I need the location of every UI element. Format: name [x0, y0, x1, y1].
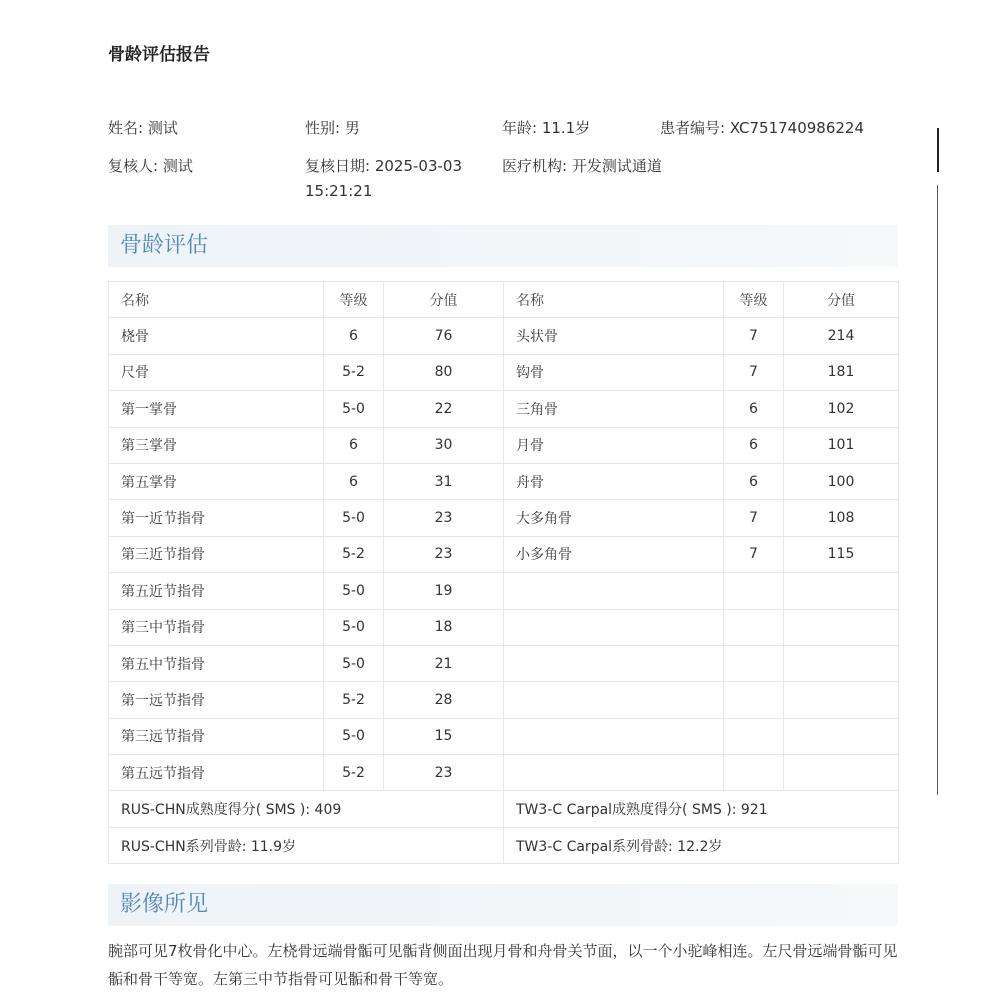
- table-row: [109, 500, 899, 536]
- table-header-row: [109, 282, 899, 318]
- reviewer: 复核人: 测试: [108, 157, 193, 175]
- table-cell: [724, 682, 784, 718]
- table-cell: [504, 755, 724, 791]
- report-title: 骨龄评估报告: [108, 45, 210, 65]
- table-cell: 21: [384, 645, 504, 681]
- review-date: 复核日期: 2025-03-03: [305, 157, 462, 175]
- table-cell: 31: [384, 463, 504, 499]
- summary-row: [109, 827, 899, 863]
- table-cell: 19: [384, 573, 504, 609]
- patient-gender: 性别: 男: [305, 119, 360, 137]
- table-cell: 30: [384, 427, 504, 463]
- table-cell: 大多角骨: [504, 500, 724, 536]
- table-cell: 第五掌骨: [109, 463, 324, 499]
- review-time: 15:21:21: [305, 182, 373, 200]
- table-cell: 22: [384, 391, 504, 427]
- table-cell: 舟骨: [504, 463, 724, 499]
- table-cell: [724, 645, 784, 681]
- table-header-cell: 名称: [109, 282, 324, 318]
- table-cell: 第三中节指骨: [109, 609, 324, 645]
- table-cell: 102: [784, 391, 899, 427]
- bone-table-body: [109, 282, 899, 864]
- table-cell: 6: [724, 463, 784, 499]
- table-cell: 钩骨: [504, 354, 724, 390]
- table-cell: 108: [784, 500, 899, 536]
- table-cell: 尺骨: [109, 354, 324, 390]
- findings-text: 腕部可见7枚骨化中心。左桡骨远端骨骺可见骺背侧面出现月骨和舟骨关节面，以一个小驼峰相连。左尺骨远端骨骺可见骺和骨干等宽。左第三中节指骨可见骺和骨干等宽。: [108, 942, 898, 988]
- table-cell: [724, 609, 784, 645]
- table-header-cell: 分值: [784, 282, 899, 318]
- patient-name: 姓名: 测试: [108, 119, 178, 137]
- table-cell: 第五近节指骨: [109, 573, 324, 609]
- scrollbar-thumb[interactable]: [937, 185, 938, 795]
- table-row: [109, 318, 899, 354]
- table-row: [109, 427, 899, 463]
- table-cell: [504, 718, 724, 754]
- table-cell: 第一远节指骨: [109, 682, 324, 718]
- table-cell: [504, 682, 724, 718]
- table-cell: 第五远节指骨: [109, 755, 324, 791]
- summary-cell: TW3-C Carpal系列骨龄: 12.2岁: [504, 827, 899, 863]
- section-header-bone-age: 骨龄评估: [108, 225, 898, 267]
- table-cell: 76: [384, 318, 504, 354]
- table-cell: 5-2: [324, 682, 384, 718]
- table-cell: [724, 755, 784, 791]
- table-cell: 第三远节指骨: [109, 718, 324, 754]
- table-cell: 头状骨: [504, 318, 724, 354]
- table-header-cell: 分值: [384, 282, 504, 318]
- table-cell: 5-0: [324, 391, 384, 427]
- table-cell: 115: [784, 536, 899, 572]
- table-cell: 月骨: [504, 427, 724, 463]
- table-cell: 15: [384, 718, 504, 754]
- table-cell: 5-2: [324, 354, 384, 390]
- table-cell: 第一掌骨: [109, 391, 324, 427]
- table-cell: 三角骨: [504, 391, 724, 427]
- table-cell: [724, 718, 784, 754]
- table-row: [109, 718, 899, 754]
- patient-id: 患者编号: XC751740986224: [660, 119, 865, 137]
- table-row: [109, 609, 899, 645]
- section-header-findings: 影像所见: [108, 884, 898, 926]
- table-cell: 7: [724, 500, 784, 536]
- table-cell: 第五中节指骨: [109, 645, 324, 681]
- summary-cell: RUS-CHN系列骨龄: 11.9岁: [109, 827, 504, 863]
- scrollbar-track[interactable]: [937, 128, 939, 172]
- table-cell: 第三近节指骨: [109, 536, 324, 572]
- summary-row: [109, 791, 899, 827]
- institution: 医疗机构: 开发测试通道: [502, 157, 662, 175]
- table-cell: 小多角骨: [504, 536, 724, 572]
- table-cell: 6: [324, 318, 384, 354]
- table-cell: 5-0: [324, 609, 384, 645]
- table-cell: 5-2: [324, 536, 384, 572]
- summary-cell: TW3-C Carpal成熟度得分( SMS ): 921: [504, 791, 899, 827]
- bone-age-table: [108, 281, 899, 864]
- table-cell: 7: [724, 354, 784, 390]
- table-row: [109, 645, 899, 681]
- table-cell: [784, 682, 899, 718]
- table-row: [109, 536, 899, 572]
- summary-cell: RUS-CHN成熟度得分( SMS ): 409: [109, 791, 504, 827]
- table-cell: 6: [724, 427, 784, 463]
- table-cell: [784, 645, 899, 681]
- table-row: [109, 682, 899, 718]
- table-cell: 6: [324, 463, 384, 499]
- table-cell: 214: [784, 318, 899, 354]
- table-row: [109, 463, 899, 499]
- table-cell: 100: [784, 463, 899, 499]
- table-cell: [784, 718, 899, 754]
- table-cell: [504, 573, 724, 609]
- table-cell: 桡骨: [109, 318, 324, 354]
- table-cell: 80: [384, 354, 504, 390]
- table-cell: [504, 609, 724, 645]
- table-row: [109, 755, 899, 791]
- table-cell: [784, 573, 899, 609]
- table-cell: 18: [384, 609, 504, 645]
- table-cell: 28: [384, 682, 504, 718]
- table-cell: 23: [384, 500, 504, 536]
- table-cell: 5-0: [324, 573, 384, 609]
- table-cell: 第一近节指骨: [109, 500, 324, 536]
- table-cell: 7: [724, 536, 784, 572]
- table-cell: 5-0: [324, 500, 384, 536]
- table-header-cell: 等级: [724, 282, 784, 318]
- table-cell: 5-0: [324, 645, 384, 681]
- patient-age: 年龄: 11.1岁: [502, 119, 591, 137]
- table-row: [109, 354, 899, 390]
- table-cell: 181: [784, 354, 899, 390]
- table-cell: 23: [384, 755, 504, 791]
- table-row: [109, 573, 899, 609]
- table-row: [109, 391, 899, 427]
- table-cell: 7: [724, 318, 784, 354]
- table-cell: [784, 609, 899, 645]
- table-cell: 101: [784, 427, 899, 463]
- table-cell: [784, 755, 899, 791]
- table-cell: 5-0: [324, 718, 384, 754]
- table-cell: [504, 645, 724, 681]
- table-cell: 23: [384, 536, 504, 572]
- table-cell: 6: [324, 427, 384, 463]
- table-cell: 6: [724, 391, 784, 427]
- table-header-cell: 等级: [324, 282, 384, 318]
- table-cell: [724, 573, 784, 609]
- table-cell: 5-2: [324, 755, 384, 791]
- table-header-cell: 名称: [504, 282, 724, 318]
- table-cell: 第三掌骨: [109, 427, 324, 463]
